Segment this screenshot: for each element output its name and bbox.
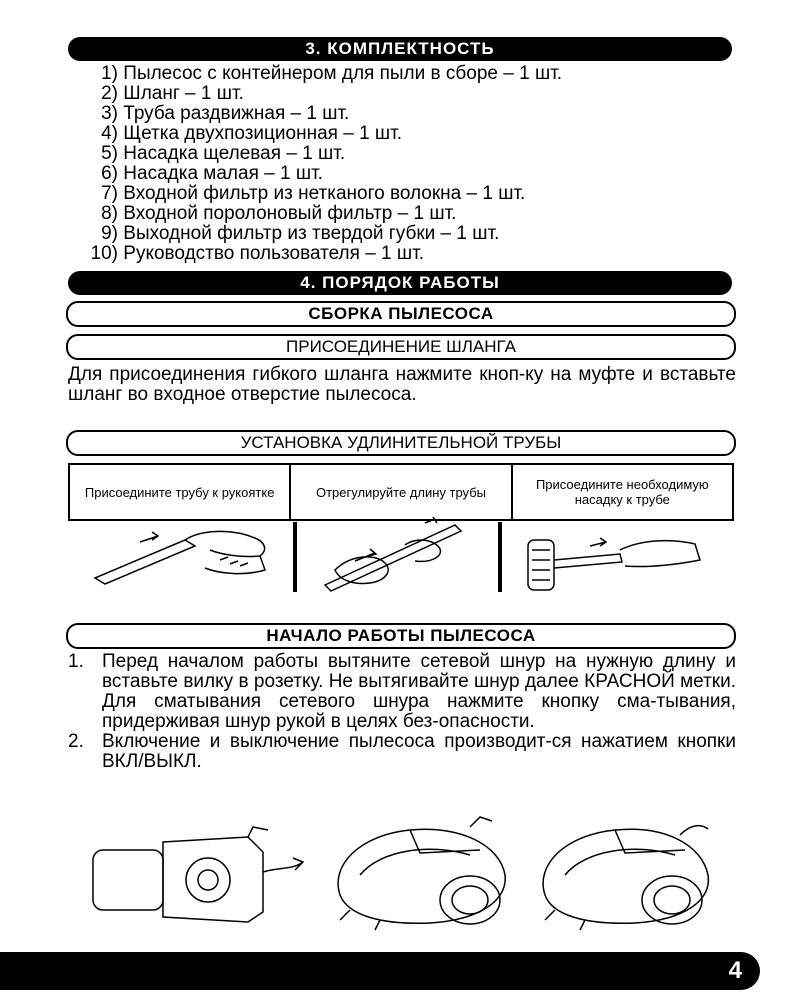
attach-nozzle-illustration <box>520 520 710 595</box>
tube-steps-table <box>68 463 734 521</box>
tube-step-1: Присоедините трубу к рукоятке <box>70 465 291 519</box>
divider <box>498 522 502 592</box>
attach-tube-illustration <box>90 520 280 590</box>
cord-pull-illustration <box>88 822 318 932</box>
list-item: 7) Входной фильтр из нетканого волокна – 1 шт. <box>101 183 526 204</box>
list-item: 9) Выходной фильтр из твердой губки – 1 шт. <box>101 223 500 244</box>
list-item: 2) Шланг – 1 шт. <box>101 83 244 104</box>
assembly-header: СБОРКА ПЫЛЕСОСА <box>66 301 736 327</box>
section-4-header <box>68 271 732 295</box>
list-item: 8) Входной поролоновый фильтр – 1 шт. <box>101 203 457 224</box>
list-item: 6) Насадка малая – 1 шт. <box>101 163 323 184</box>
vacuum-power-illustration <box>530 815 720 935</box>
tube-header: УСТАНОВКА УДЛИНИТЕЛЬНОЙ ТРУБЫ <box>66 430 736 456</box>
hose-instructions: Для присоединения гибкого шланга нажмите кноп-ку на муфте и вставьте шланг во входное отверстие пылесоса. <box>68 364 736 405</box>
start-instructions <box>68 652 736 772</box>
start-header: НАЧАЛО РАБОТЫ ПЫЛЕСОСА <box>66 623 736 649</box>
list-item: 4) Щетка двухпозиционная – 1 шт. <box>101 123 403 144</box>
tube-step-3: Присоедините необходимую насадку к трубе <box>535 477 709 507</box>
page-footer <box>0 952 760 990</box>
adjust-tube-illustration <box>315 515 475 595</box>
list-item: 5) Насадка щелевая – 1 шт. <box>101 143 346 164</box>
hose-header: ПРИСОЕДИНЕНИЕ ШЛАНГА <box>66 334 736 360</box>
page-number: 4 <box>728 957 742 984</box>
section-3-title: 3. КОМПЛЕКТНОСТЬ <box>305 39 495 58</box>
list-item: 10) Руководство пользователя – 1 шт. <box>90 243 424 264</box>
divider <box>293 522 297 592</box>
contents-list <box>68 64 748 264</box>
list-item: 1. Перед началом работы вытяните сетевой шнур на нужную длину и вставьте вилку в розетку. Не вытягивайте шнур далее КРАСНОЙ метки. Для сматывания сетевого шнура нажмите кнопку сма-тывания, придерживая шнур рукой в целях без-опасности. <box>68 651 736 732</box>
list-item: 1) Пылесос с контейнером для пыли в сборе – 1 шт. <box>101 63 563 84</box>
list-item: 3) Труба раздвижная – 1 шт. <box>101 103 350 124</box>
vacuum-cord-rewind-illustration <box>320 815 520 935</box>
tube-step-2: Отрегулируйте длину трубы <box>291 465 512 519</box>
section-3-header <box>68 37 732 61</box>
section-4-title: 4. ПОРЯДОК РАБОТЫ <box>300 273 500 292</box>
list-item: 2. Включение и выключение пылесоса производит-ся нажатием кнопки ВКЛ/ВЫКЛ. <box>68 731 736 772</box>
